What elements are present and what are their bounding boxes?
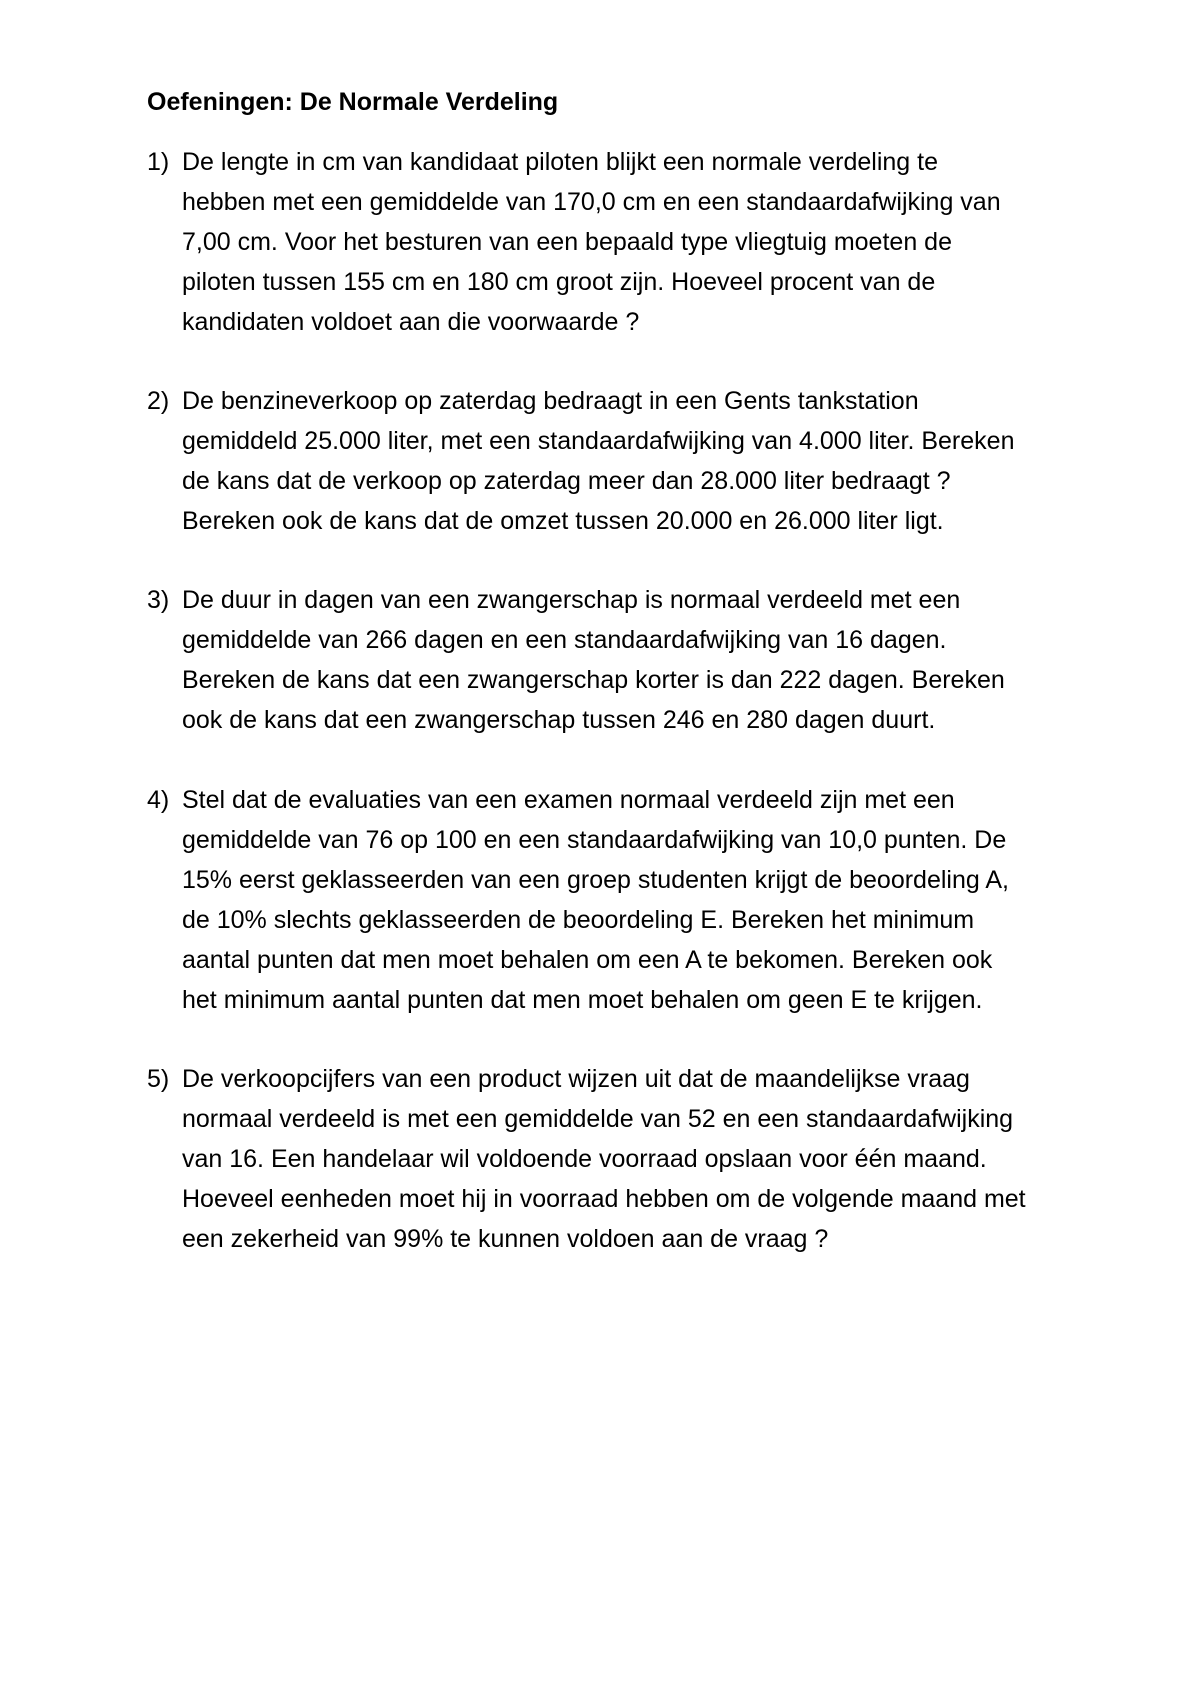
text-line: de kans dat de verkoop op zaterdag meer dan 28.000 liter bedraagt ?	[182, 467, 951, 495]
text-line: Stel dat de evaluaties van een examen normaal verdeeld zijn met een	[182, 786, 955, 814]
text-line: gemiddelde van 76 op 100 en een standaardafwijking van 10,0 punten. De	[182, 826, 1007, 854]
text-line: piloten tussen 155 cm en 180 cm groot zijn. Hoeveel procent van de	[182, 268, 936, 296]
exercise-text	[182, 580, 1005, 740]
text-line: Bereken de kans dat een zwangerschap korter is dan 222 dagen. Bereken	[182, 666, 1005, 694]
text-line: een zekerheid van 99% te kunnen voldoen aan de vraag ?	[182, 1225, 829, 1253]
exercise-number: 4)	[147, 786, 170, 814]
text-line: De lengte in cm van kandidaat piloten blijkt een normale verdeling te	[182, 148, 939, 176]
text-line: de 10% slechts geklasseerden de beoordeling E. Bereken het minimum	[182, 906, 975, 934]
text-line: De benzineverkoop op zaterdag bedraagt in een Gents tankstation	[182, 387, 919, 415]
exercise-number: 1)	[147, 148, 170, 176]
text-line: gemiddelde van 266 dagen en een standaardafwijking van 16 dagen.	[182, 626, 947, 654]
exercise-text	[182, 381, 1014, 541]
text-line: De verkoopcijfers van een product wijzen uit dat de maandelijkse vraag	[182, 1065, 970, 1093]
exercise-number: 3)	[147, 586, 170, 614]
text-line: kandidaten voldoet aan die voorwaarde ?	[182, 308, 640, 336]
text-line: hebben met een gemiddelde van 170,0 cm en een standaardafwijking van	[182, 188, 1001, 216]
text-line: Bereken ook de kans dat de omzet tussen 20.000 en 26.000 liter ligt.	[182, 507, 944, 535]
text-line: van 16. Een handelaar wil voldoende voorraad opslaan voor één maand.	[182, 1145, 987, 1173]
text-line: aantal punten dat men moet behalen om een A te bekomen. Bereken ook	[182, 946, 993, 974]
text-line: gemiddeld 25.000 liter, met een standaardafwijking van 4.000 liter. Bereken	[182, 427, 1015, 455]
text-line: het minimum aantal punten dat men moet behalen om geen E te krijgen.	[182, 986, 983, 1014]
text-line: De duur in dagen van een zwangerschap is normaal verdeeld met een	[182, 586, 961, 614]
exercise-text	[182, 142, 1001, 342]
exercise-number: 2)	[147, 387, 170, 415]
text-line: 15% eerst geklasseerden van een groep studenten krijgt de beoordeling A,	[182, 866, 1009, 894]
text-line: Hoeveel eenheden moet hij in voorraad hebben om de volgende maand met	[182, 1185, 1026, 1213]
text-line: normaal verdeeld is met een gemiddelde van 52 en een standaardafwijking	[182, 1105, 1014, 1133]
exercise-text	[182, 780, 1009, 1020]
page-title: Oefeningen: De Normale Verdeling	[147, 88, 559, 116]
exercise-number: 5)	[147, 1065, 170, 1093]
text-line: 7,00 cm. Voor het besturen van een bepaald type vliegtuig moeten de	[182, 228, 952, 256]
text-line: ook de kans dat een zwangerschap tussen 246 en 280 dagen duurt.	[182, 706, 936, 734]
exercise-text	[182, 1059, 1026, 1259]
